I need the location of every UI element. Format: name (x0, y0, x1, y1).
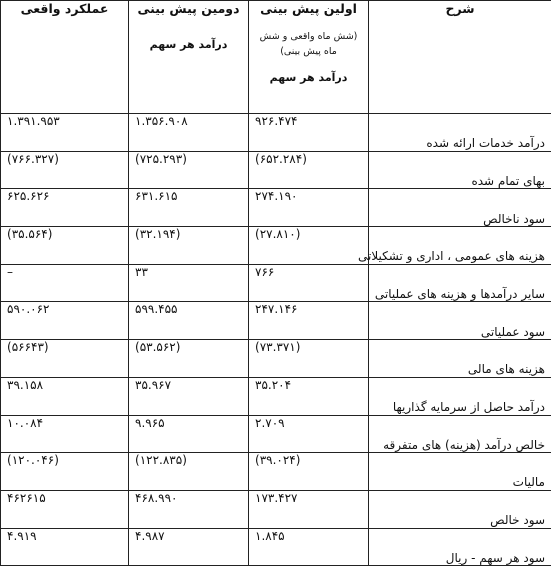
second-forecast-header (129, 1, 249, 114)
row-label: درآمد خدمات ارائه شده (369, 114, 551, 152)
row-label: سود خالص (369, 490, 551, 528)
actual-value: (۷۶۶.۳۲۷) (1, 151, 129, 189)
actual-value: – (1, 264, 129, 302)
row-label: بهای تمام شده (369, 151, 551, 189)
table-row (1, 377, 551, 415)
actual-value: (۳۵.۵۶۴) (1, 227, 129, 265)
second-forecast-value: (۵۳.۵۶۲) (129, 340, 249, 378)
second-forecast-value: ۴.۹۸۷ (129, 528, 249, 566)
actual-value: ۱.۳۹۱.۹۵۳ (1, 114, 129, 152)
table-row (1, 340, 551, 378)
actual-performance-header (1, 1, 129, 114)
second-forecast-value: (۳۲.۱۹۴) (129, 227, 249, 265)
first-forecast-value: (۷۳.۳۷۱) (249, 340, 369, 378)
second-forecast-value: ۳۳ (129, 264, 249, 302)
actual-value: (۵۶۶۴۳) (1, 340, 129, 378)
actual-value: (۱۲۰.۰۴۶) (1, 453, 129, 491)
second-forecast-value: ۹.۹۶۵ (129, 415, 249, 453)
actual-value: ۵۹۰.۰۶۲ (1, 302, 129, 340)
row-label: درآمد حاصل از سرمایه گذاریها (369, 377, 551, 415)
second-forecast-value: ۱.۳۵۶.۹۰۸ (129, 114, 249, 152)
actual-value: ۶۲۵.۶۲۶ (1, 189, 129, 227)
table-row (1, 490, 551, 528)
first-forecast-note: (شش ماه واقعی و شش ماه پیش بینی) (255, 30, 362, 59)
description-header-label: شرح (375, 1, 545, 16)
actual-value: ۴۶۲۶۱۵ (1, 490, 129, 528)
first-forecast-value: ۲۷۴.۱۹۰ (249, 189, 369, 227)
row-label: سایر درآمدها و هزینه های عملیاتی (369, 264, 551, 302)
actual-value: ۳۹.۱۵۸ (1, 377, 129, 415)
table-row (1, 227, 551, 265)
first-forecast-value: ۳۵.۲۰۴ (249, 377, 369, 415)
table-row (1, 415, 551, 453)
table-row (1, 453, 551, 491)
table-row (1, 264, 551, 302)
first-forecast-eps-label: درآمد هر سهم (255, 71, 362, 84)
row-label: سود عملیاتی (369, 302, 551, 340)
table-header-row (1, 1, 551, 114)
first-forecast-value: ۱.۸۴۵ (249, 528, 369, 566)
second-forecast-value: ۶۳۱.۶۱۵ (129, 189, 249, 227)
second-forecast-value: ۴۶۸.۹۹۰ (129, 490, 249, 528)
first-forecast-value: ۷۶۶ (249, 264, 369, 302)
row-label: هزینه های مالی (369, 340, 551, 378)
second-forecast-value: ۳۵.۹۶۷ (129, 377, 249, 415)
first-forecast-value: ۱۷۳.۴۲۷ (249, 490, 369, 528)
table-row (1, 114, 551, 152)
row-label: سود هر سهم - ریال (369, 528, 551, 566)
table-row (1, 528, 551, 566)
first-forecast-value: (۶۵۲.۲۸۴) (249, 151, 369, 189)
first-forecast-value: (۲۷.۸۱۰) (249, 227, 369, 265)
first-forecast-value: ۹۲۶.۴۷۴ (249, 114, 369, 152)
description-header (369, 1, 551, 114)
first-forecast-title: اولین پیش بینی (255, 1, 362, 16)
actual-performance-title: عملکرد واقعی (7, 1, 122, 16)
row-label: خالص درآمد (هزینه) های متفرقه (369, 415, 551, 453)
second-forecast-value: (۱۲۲.۸۳۵) (129, 453, 249, 491)
second-forecast-eps-label: درآمد هر سهم (135, 38, 242, 51)
table-row (1, 189, 551, 227)
actual-value: ۴.۹۱۹ (1, 528, 129, 566)
row-label: سود ناخالص (369, 189, 551, 227)
first-forecast-value: ۲.۷۰۹ (249, 415, 369, 453)
row-label: هزینه های عمومی ، اداری و تشکیلاتی (369, 227, 551, 265)
second-forecast-value: ۵۹۹.۴۵۵ (129, 302, 249, 340)
second-forecast-title: دومین پیش بینی (135, 1, 242, 16)
table-body (1, 114, 551, 566)
row-label: مالیات (369, 453, 551, 491)
first-forecast-header (249, 1, 369, 114)
second-forecast-value: (۷۲۵.۲۹۳) (129, 151, 249, 189)
first-forecast-value: (۳۹.۰۲۴) (249, 453, 369, 491)
table-row (1, 151, 551, 189)
table-row (1, 302, 551, 340)
actual-value: ۱۰.۰۸۴ (1, 415, 129, 453)
first-forecast-value: ۲۴۷.۱۴۶ (249, 302, 369, 340)
